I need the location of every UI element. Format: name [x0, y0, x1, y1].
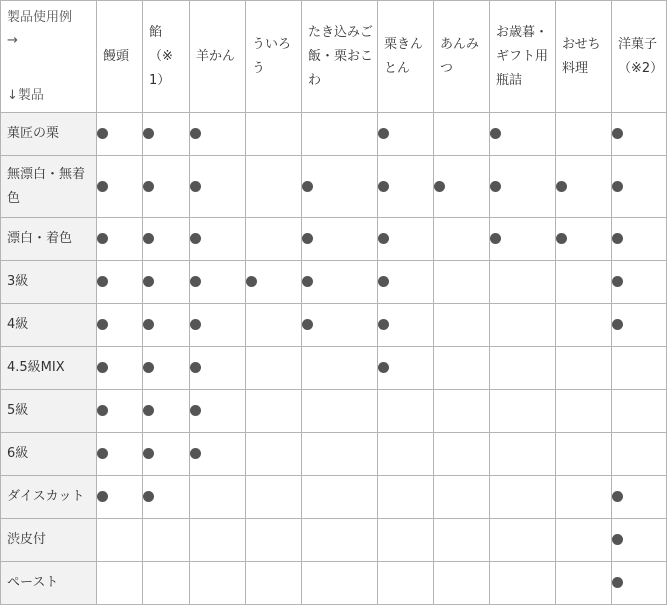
usage-cell [143, 347, 190, 390]
row-label: 漂白・着色 [1, 218, 97, 261]
usage-cell [612, 113, 667, 156]
table-row [1, 519, 667, 562]
usage-cell [378, 347, 434, 390]
usage-mark-dot-icon [612, 319, 623, 330]
table-body [1, 113, 667, 605]
usage-cell [378, 113, 434, 156]
usage-cell [378, 261, 434, 304]
usage-cell [434, 113, 490, 156]
usage-mark-dot-icon [97, 276, 108, 287]
usage-mark-dot-icon [612, 534, 623, 545]
usage-cell [190, 519, 246, 562]
usage-cell [490, 261, 556, 304]
usage-cell [143, 390, 190, 433]
usage-mark-dot-icon [378, 319, 389, 330]
usage-cell [97, 476, 143, 519]
usage-mark-dot-icon [490, 181, 501, 192]
usage-cell [490, 304, 556, 347]
column-header: たき込みご飯・栗おこわ [302, 1, 378, 113]
usage-cell [612, 476, 667, 519]
usage-cell [143, 218, 190, 261]
table-row [1, 390, 667, 433]
usage-cell [190, 390, 246, 433]
usage-mark-dot-icon [143, 448, 154, 459]
usage-cell [302, 519, 378, 562]
usage-cell [302, 476, 378, 519]
usage-cell [490, 218, 556, 261]
usage-cell [490, 156, 556, 218]
usage-cell [97, 113, 143, 156]
column-header: おせち料理 [556, 1, 612, 113]
usage-cell [190, 156, 246, 218]
corner-product-label: ↓製品 [7, 88, 44, 103]
usage-mark-dot-icon [490, 233, 501, 244]
row-label: 6級 [1, 433, 97, 476]
usage-mark-dot-icon [612, 128, 623, 139]
usage-cell [612, 304, 667, 347]
usage-cell [302, 156, 378, 218]
table-row [1, 113, 667, 156]
usage-cell [378, 156, 434, 218]
row-label: ペースト [1, 562, 97, 605]
usage-cell [490, 562, 556, 605]
column-header: お歳暮・ギフト用瓶詰 [490, 1, 556, 113]
usage-cell [490, 433, 556, 476]
usage-cell [143, 113, 190, 156]
usage-mark-dot-icon [378, 128, 389, 139]
usage-cell [378, 218, 434, 261]
usage-mark-dot-icon [190, 405, 201, 416]
usage-cell [556, 476, 612, 519]
column-header: あんみつ [434, 1, 490, 113]
usage-mark-dot-icon [378, 181, 389, 192]
usage-mark-dot-icon [97, 362, 108, 373]
usage-cell [143, 156, 190, 218]
row-label: 4.5級MIX [1, 347, 97, 390]
usage-cell [612, 562, 667, 605]
usage-mark-dot-icon [612, 181, 623, 192]
usage-cell [490, 476, 556, 519]
usage-mark-dot-icon [612, 233, 623, 244]
usage-cell [143, 261, 190, 304]
table-row [1, 347, 667, 390]
usage-cell [556, 347, 612, 390]
usage-mark-dot-icon [143, 362, 154, 373]
table-row [1, 433, 667, 476]
usage-cell [556, 261, 612, 304]
usage-mark-dot-icon [190, 319, 201, 330]
usage-cell [612, 156, 667, 218]
usage-cell [246, 304, 302, 347]
usage-cell [612, 390, 667, 433]
usage-mark-dot-icon [190, 276, 201, 287]
usage-cell [246, 113, 302, 156]
usage-cell [97, 519, 143, 562]
usage-cell [378, 562, 434, 605]
usage-cell [556, 519, 612, 562]
usage-cell [612, 218, 667, 261]
usage-mark-dot-icon [612, 577, 623, 588]
usage-cell [434, 304, 490, 347]
column-header: 羊かん [190, 1, 246, 113]
usage-cell [190, 218, 246, 261]
usage-cell [378, 390, 434, 433]
usage-cell [378, 433, 434, 476]
usage-cell [434, 261, 490, 304]
usage-cell [378, 476, 434, 519]
usage-cell [143, 519, 190, 562]
usage-cell [612, 433, 667, 476]
usage-cell [490, 347, 556, 390]
usage-mark-dot-icon [143, 491, 154, 502]
usage-cell [302, 304, 378, 347]
usage-cell [190, 304, 246, 347]
usage-cell [97, 433, 143, 476]
usage-cell [612, 347, 667, 390]
usage-mark-dot-icon [190, 362, 201, 373]
usage-cell [302, 390, 378, 433]
row-label: 無漂白・無着色 [1, 156, 97, 218]
usage-cell [612, 261, 667, 304]
usage-cell [143, 562, 190, 605]
usage-cell [378, 519, 434, 562]
usage-cell [434, 562, 490, 605]
usage-cell [556, 218, 612, 261]
usage-mark-dot-icon [190, 181, 201, 192]
usage-mark-dot-icon [97, 319, 108, 330]
usage-cell [97, 562, 143, 605]
usage-cell [246, 347, 302, 390]
usage-mark-dot-icon [190, 448, 201, 459]
usage-mark-dot-icon [97, 405, 108, 416]
usage-cell [97, 347, 143, 390]
usage-mark-dot-icon [143, 405, 154, 416]
usage-mark-dot-icon [143, 276, 154, 287]
usage-mark-dot-icon [378, 233, 389, 244]
table-row [1, 261, 667, 304]
column-header: 饅頭 [97, 1, 143, 113]
usage-cell [556, 433, 612, 476]
table-row [1, 304, 667, 347]
usage-cell [434, 476, 490, 519]
usage-cell [246, 476, 302, 519]
usage-mark-dot-icon [556, 233, 567, 244]
usage-mark-dot-icon [143, 233, 154, 244]
usage-cell [143, 476, 190, 519]
row-label: 渋皮付 [1, 519, 97, 562]
usage-mark-dot-icon [378, 362, 389, 373]
row-label: 菓匠の栗 [1, 113, 97, 156]
usage-cell [97, 390, 143, 433]
usage-cell [190, 113, 246, 156]
usage-mark-dot-icon [302, 276, 313, 287]
usage-cell [302, 261, 378, 304]
usage-mark-dot-icon [143, 319, 154, 330]
table-row [1, 156, 667, 218]
usage-cell [97, 261, 143, 304]
table-header [1, 1, 667, 113]
usage-cell [302, 218, 378, 261]
usage-mark-dot-icon [97, 233, 108, 244]
usage-cell [97, 156, 143, 218]
column-header: 餡（※1） [143, 1, 190, 113]
usage-cell [612, 519, 667, 562]
table-row [1, 476, 667, 519]
usage-mark-dot-icon [612, 491, 623, 502]
usage-cell [556, 156, 612, 218]
usage-mark-dot-icon [143, 128, 154, 139]
usage-mark-dot-icon [190, 233, 201, 244]
corner-usage-label: 製品使用例 [7, 10, 73, 25]
usage-cell [490, 519, 556, 562]
usage-cell [434, 390, 490, 433]
usage-mark-dot-icon [97, 448, 108, 459]
usage-mark-dot-icon [246, 276, 257, 287]
usage-mark-dot-icon [97, 491, 108, 502]
usage-cell [190, 347, 246, 390]
usage-mark-dot-icon [612, 276, 623, 287]
usage-cell [302, 433, 378, 476]
usage-mark-dot-icon [302, 233, 313, 244]
usage-cell [246, 261, 302, 304]
table-row [1, 218, 667, 261]
usage-cell [190, 261, 246, 304]
usage-cell [302, 113, 378, 156]
usage-mark-dot-icon [556, 181, 567, 192]
usage-cell [434, 519, 490, 562]
usage-mark-dot-icon [302, 319, 313, 330]
usage-cell [143, 304, 190, 347]
corner-header-cell [1, 1, 97, 113]
usage-cell [434, 156, 490, 218]
usage-cell [556, 390, 612, 433]
row-label: 3級 [1, 261, 97, 304]
usage-cell [97, 304, 143, 347]
column-header: ういろう [246, 1, 302, 113]
right-arrow-icon: → [7, 33, 18, 48]
row-label: ダイスカット [1, 476, 97, 519]
usage-cell [190, 476, 246, 519]
usage-mark-dot-icon [190, 128, 201, 139]
usage-cell [246, 390, 302, 433]
usage-mark-dot-icon [97, 128, 108, 139]
usage-cell [246, 519, 302, 562]
header-row [1, 1, 667, 113]
usage-cell [246, 433, 302, 476]
usage-cell [246, 562, 302, 605]
usage-cell [302, 347, 378, 390]
usage-cell [302, 562, 378, 605]
usage-cell [556, 113, 612, 156]
row-label: 5級 [1, 390, 97, 433]
usage-mark-dot-icon [302, 181, 313, 192]
usage-cell [434, 347, 490, 390]
usage-cell [556, 562, 612, 605]
column-header: 栗きんとん [378, 1, 434, 113]
corner-top-label [7, 6, 72, 52]
usage-cell [246, 156, 302, 218]
usage-cell [246, 218, 302, 261]
table-row [1, 562, 667, 605]
usage-cell [190, 562, 246, 605]
usage-mark-dot-icon [490, 128, 501, 139]
usage-cell [490, 390, 556, 433]
usage-cell [143, 433, 190, 476]
usage-cell [434, 433, 490, 476]
column-header: 洋菓子（※2） [612, 1, 667, 113]
usage-cell [190, 433, 246, 476]
usage-cell [556, 304, 612, 347]
usage-mark-dot-icon [434, 181, 445, 192]
usage-cell [378, 304, 434, 347]
row-label: 4級 [1, 304, 97, 347]
usage-mark-dot-icon [143, 181, 154, 192]
usage-mark-dot-icon [97, 181, 108, 192]
usage-cell [97, 218, 143, 261]
usage-cell [490, 113, 556, 156]
usage-cell [434, 218, 490, 261]
usage-mark-dot-icon [378, 276, 389, 287]
